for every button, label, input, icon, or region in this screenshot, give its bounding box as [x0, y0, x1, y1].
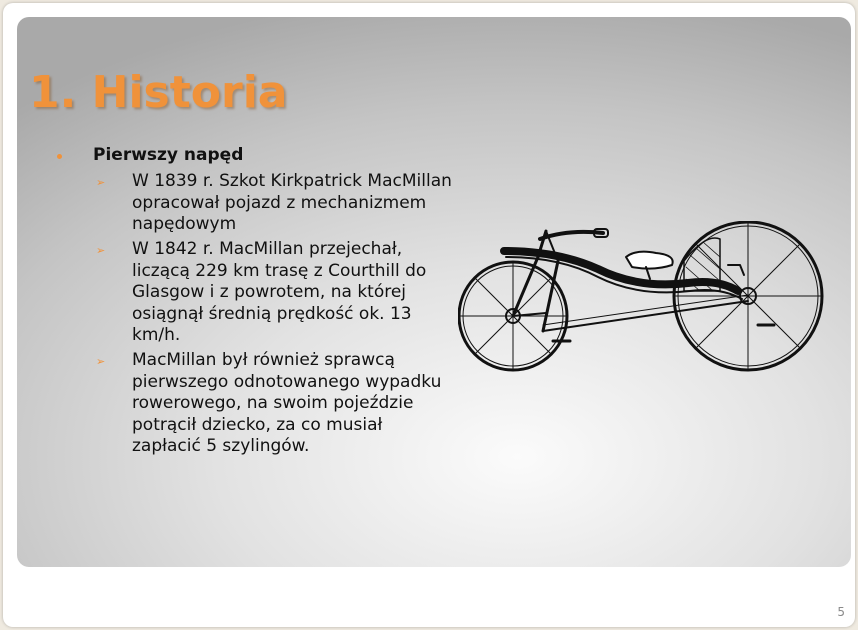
- arrow-bullet-icon: ➢: [96, 176, 106, 189]
- bicycle-illustration: [458, 221, 828, 375]
- arrow-bullet-icon: ➢: [96, 244, 106, 257]
- page-number: 5: [837, 605, 845, 619]
- subbullet-text: W 1839 r. Szkot Kirkpatrick MacMillan opracował pojazd z mechanizmem napędowym: [132, 171, 452, 234]
- subbullet-text: W 1842 r. MacMillan przejechał, liczącą 229 km trasę z Courthill do Glasgow i z powrotem, na której osiągnął średnią prędkość ok. 13 km/h.: [132, 239, 427, 345]
- slide-title: 1. Historia: [29, 67, 288, 118]
- bullet-dot-icon: [57, 154, 62, 159]
- slide: [3, 3, 855, 627]
- arrow-bullet-icon: ➢: [96, 355, 106, 368]
- bullet-text: Pierwszy napęd: [93, 145, 244, 165]
- subbullet-text: MacMillan był również sprawcą pierwszego odnotowanego wypadku rowerowego, na swoim pojeździe potrącił dziecko, za co musiał zapłacić 5 szylingów.: [132, 350, 442, 456]
